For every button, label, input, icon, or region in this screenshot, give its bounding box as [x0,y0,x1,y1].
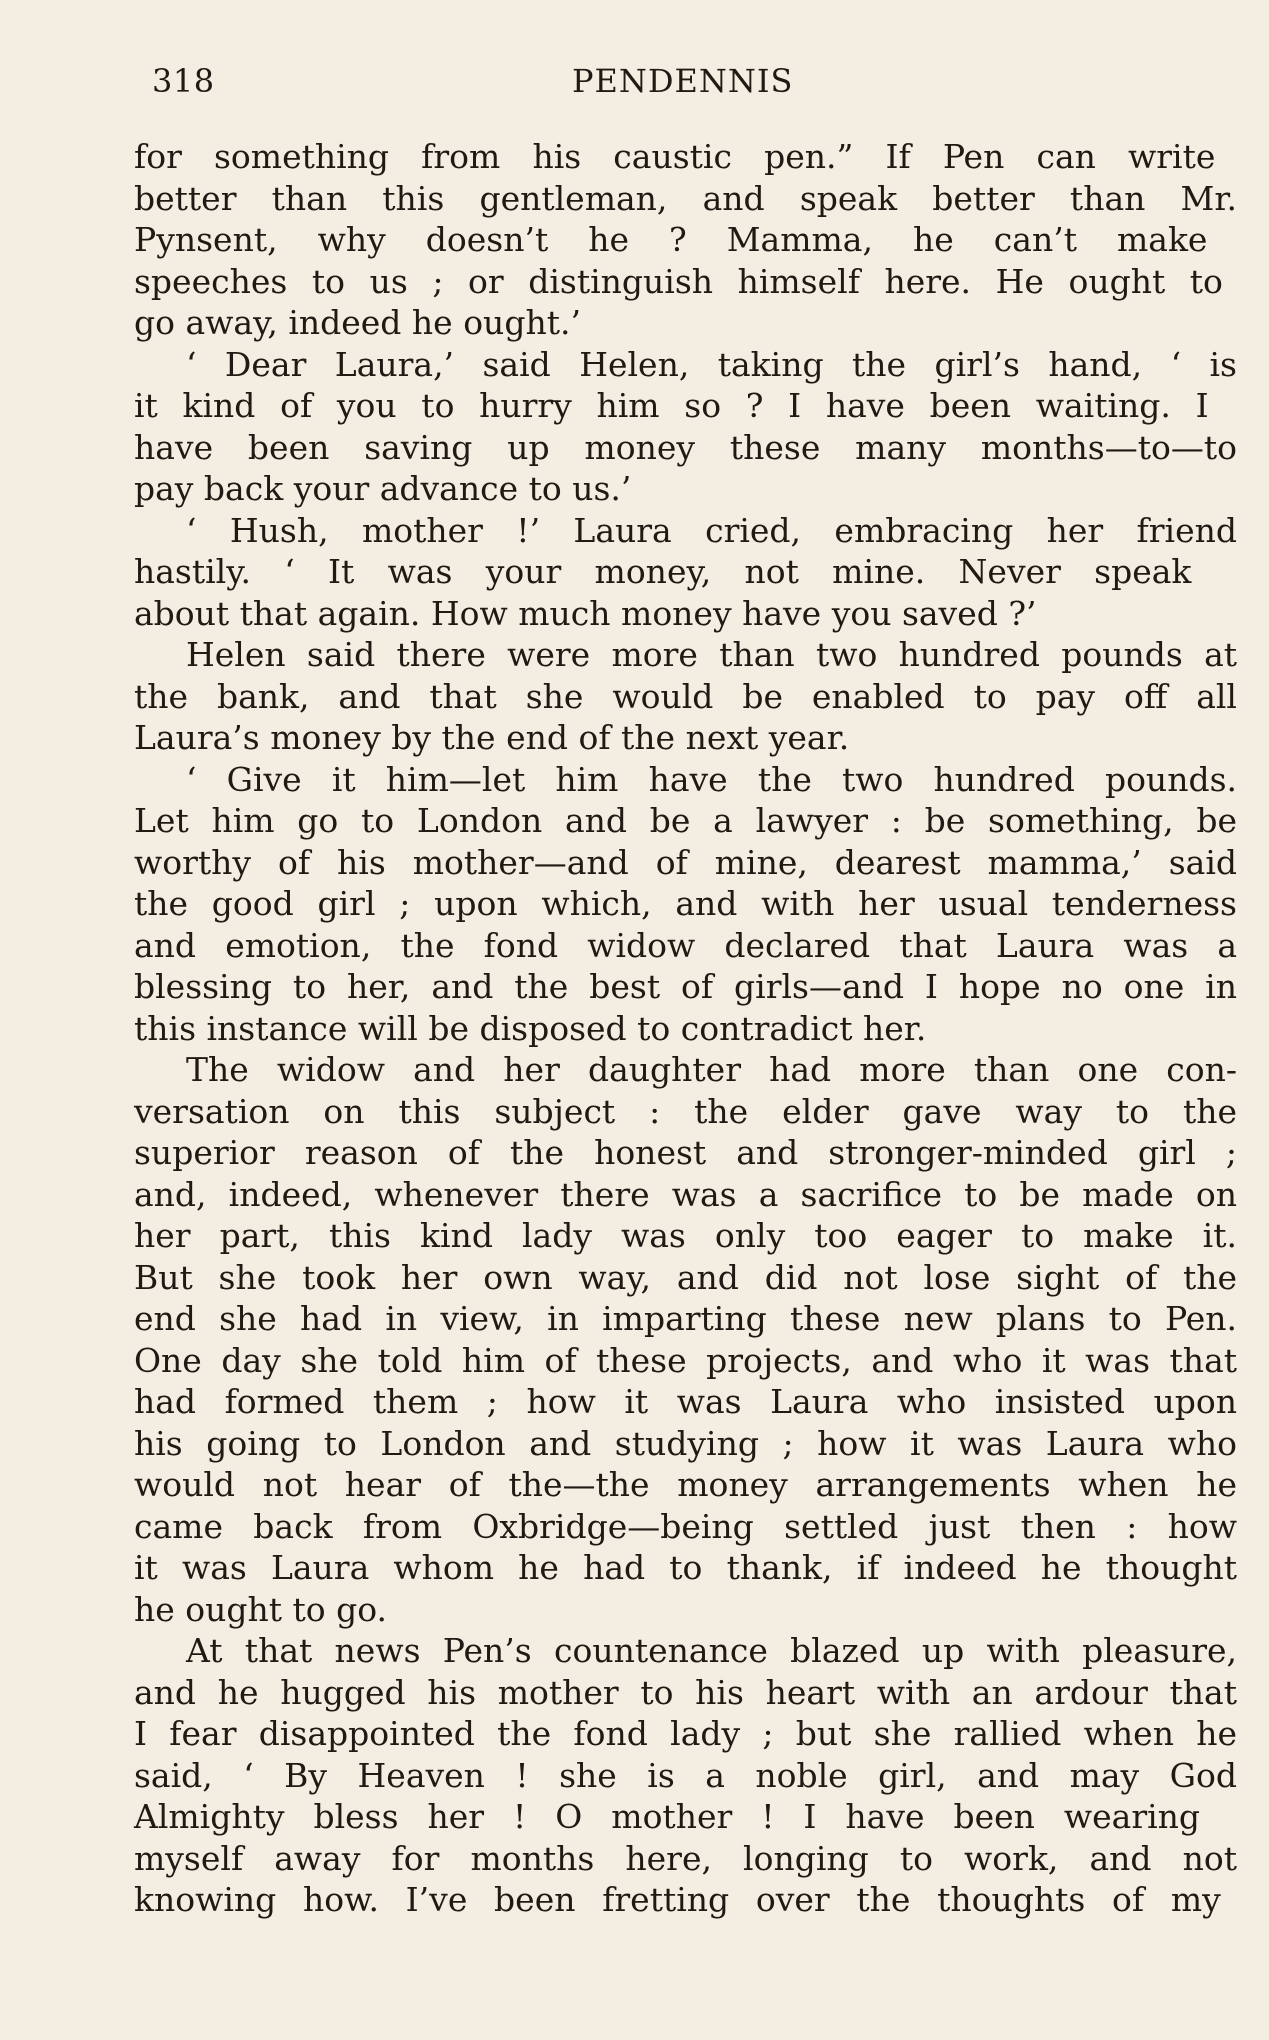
text-line: superior reason of the honest and stronger-minded girl ; [134,1133,1237,1172]
text-line: for something from his caustic pen.” If Pen can write [134,137,1216,176]
text-line: the bank, and that she would be enabled to pay off all [134,676,1237,716]
text-line: myself away for months here, longing to work, and not [134,1838,1237,1878]
text-line: would not hear of the—the money arrangements when he [134,1465,1237,1504]
text-line: better than this gentleman, and speak better than Mr. [134,178,1237,218]
text-line: I fear disappointed the fond lady ; but she rallied when he [134,1714,1237,1753]
text-line: blessing to her, and the best of girls—and I hope no one in [134,967,1237,1006]
text-line: Almighty bless her ! O mother ! I have been wearing [134,1797,1201,1836]
text-line: and he hugged his mother to his heart with an ardour that [134,1672,1237,1712]
text-line: The widow and her daughter had more than one con- [186,1050,1237,1089]
text-line: and, indeed, whenever there was a sacrifice to be made on [134,1174,1237,1214]
text-line: knowing how. I’ve been fretting over the thoughts of my [134,1880,1221,1919]
page-header [152,58,1237,108]
text-line: speeches to us ; or distinguish himself here. He ought to [134,261,1223,301]
text-line: worthy of his mother—and of mine, dearest mamma,’ said [134,842,1237,882]
text-line: Let him go to London and be a lawyer : be something, be [134,801,1237,840]
text-line: Helen said there were more than two hundred pounds at [186,635,1237,674]
text-line: he ought to go. [134,1589,388,1629]
text-line: One day she told him of these projects, and who it was that [134,1340,1237,1380]
text-line: But she took her own way, and did not lose sight of the [134,1257,1237,1297]
text-line: At that news Pen’s countenance blazed up with pleasure, [186,1631,1237,1670]
text-line: it was Laura whom he had to thank, if indeed he thought [134,1548,1237,1587]
text-line: ‘ Dear Laura,’ said Helen, taking the girl’s hand, ‘ is [186,344,1237,384]
text-line: came back from Oxbridge—being settled just then : how [134,1506,1237,1546]
text-line: versation on this subject : the elder gave way to the [134,1091,1237,1131]
text-line: pay back your advance to us.’ [134,469,632,508]
text-line: ‘ Give it him—let him have the two hundred pounds. [186,759,1237,799]
text-line: this instance will be disposed to contradict her. [134,1008,927,1048]
text-line: her part, this kind lady was only too eager to make it. [134,1216,1237,1255]
text-line: about that again. How much money have you saved ?’ [134,593,1037,633]
body-text [134,136,1237,1921]
text-line: hastily. ‘ It was your money, not mine. Never speak [134,552,1192,591]
text-line: and emotion, the fond widow declared that Laura was a [134,925,1237,965]
text-line: Pynsent, why doesn’t he ? Mamma, he can’t make [134,220,1208,259]
text-line: ‘ Hush, mother !’ Laura cried, embracing her friend [186,510,1237,550]
text-line: end she had in view, in imparting these new plans to Pen. [134,1299,1237,1338]
page-number: 318 [152,62,215,100]
running-title: PENDENNIS [572,62,794,100]
text-line: it kind of you to hurry him so ? I have been waiting. I [134,386,1209,425]
text-line: go away, indeed he ought.’ [134,303,581,342]
text-line: have been saving up money these many months—to—to [134,427,1237,467]
text-line: said, ‘ By Heaven ! she is a noble girl, and may God [134,1755,1237,1795]
text-line: the good girl ; upon which, and with her usual tenderness [134,884,1237,923]
text-line: Laura’s money by the end of the next year. [134,718,850,757]
text-line: had formed them ; how it was Laura who insisted upon [134,1382,1237,1421]
text-line: his going to London and studying ; how it was Laura who [134,1423,1237,1463]
